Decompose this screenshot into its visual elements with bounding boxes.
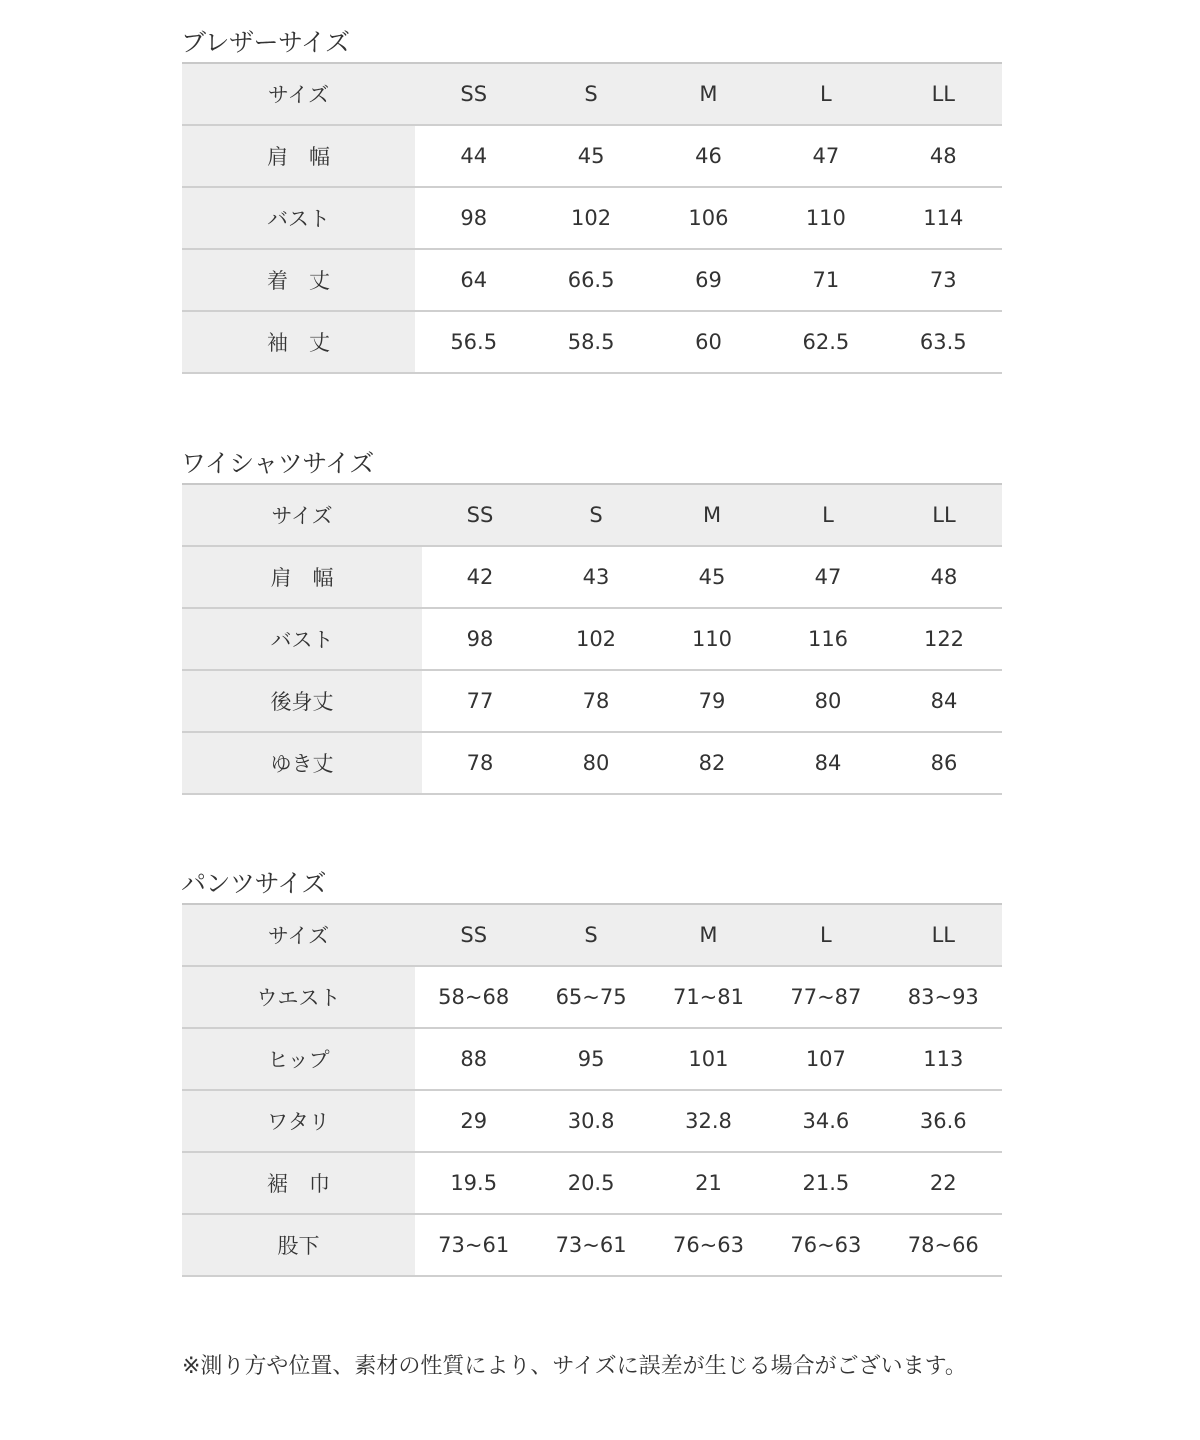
table-row [182,608,1002,670]
table-cell: 79 [654,670,770,732]
row-label: バスト [182,187,415,249]
size-header-m: M [654,484,770,546]
table-cell: 113 [885,1028,1002,1090]
blazer-size-table [182,62,1002,374]
table-cell: 43 [538,546,654,608]
table-cell: 78 [422,732,538,794]
table-cell: 46 [650,125,767,187]
table-cell: 84 [886,670,1002,732]
size-header-m: M [650,904,767,966]
size-header-label: サイズ [182,904,415,966]
table-cell: 73 [885,249,1002,311]
table-cell: 122 [886,608,1002,670]
table-cell: 42 [422,546,538,608]
table-cell: 84 [770,732,886,794]
table-cell: 98 [422,608,538,670]
table-row [182,125,1002,187]
table-header-row [182,904,1002,966]
pants-size-table [182,903,1002,1277]
row-label: 肩 幅 [182,125,415,187]
pants-size-section [182,869,1002,1277]
table-cell: 69 [650,249,767,311]
table-cell: 80 [770,670,886,732]
table-row [182,670,1002,732]
table-cell: 114 [885,187,1002,249]
row-label: 肩 幅 [182,546,422,608]
pants-size-title: パンツサイズ [181,869,327,898]
table-cell: 98 [415,187,532,249]
table-row [182,1090,1002,1152]
table-header-row [182,484,1002,546]
shirt-size-section [182,449,1002,795]
size-header-label: サイズ [182,484,422,546]
table-cell: 30.8 [532,1090,649,1152]
table-cell: 65~75 [532,966,649,1028]
table-row [182,966,1002,1028]
table-cell: 116 [770,608,886,670]
table-cell: 64 [415,249,532,311]
table-row [182,732,1002,794]
table-cell: 45 [654,546,770,608]
row-label: 袖 丈 [182,311,415,373]
blazer-size-section [182,28,1002,374]
table-row [182,1028,1002,1090]
table-cell: 82 [654,732,770,794]
table-cell: 63.5 [885,311,1002,373]
table-cell: 20.5 [532,1152,649,1214]
shirt-size-table [182,483,1002,795]
table-cell: 83~93 [885,966,1002,1028]
table-cell: 45 [532,125,649,187]
table-cell: 60 [650,311,767,373]
table-row [182,187,1002,249]
size-header-ll: LL [886,484,1002,546]
table-cell: 102 [532,187,649,249]
row-label: 後身丈 [182,670,422,732]
table-row [182,311,1002,373]
table-cell: 77~87 [767,966,884,1028]
table-cell: 88 [415,1028,532,1090]
table-cell: 76~63 [767,1214,884,1276]
table-header-row [182,63,1002,125]
table-cell: 34.6 [767,1090,884,1152]
shirt-size-title: ワイシャツサイズ [181,449,374,478]
size-header-s: S [532,904,649,966]
table-cell: 48 [886,546,1002,608]
size-header-s: S [532,63,649,125]
table-cell: 19.5 [415,1152,532,1214]
table-cell: 78 [538,670,654,732]
table-cell: 21 [650,1152,767,1214]
table-cell: 106 [650,187,767,249]
table-cell: 77 [422,670,538,732]
row-label: ウエスト [182,966,415,1028]
table-cell: 66.5 [532,249,649,311]
table-cell: 71~81 [650,966,767,1028]
row-label: 着 丈 [182,249,415,311]
table-cell: 48 [885,125,1002,187]
table-cell: 29 [415,1090,532,1152]
size-header-l: L [767,904,884,966]
table-cell: 21.5 [767,1152,884,1214]
row-label: ヒップ [182,1028,415,1090]
table-cell: 62.5 [767,311,884,373]
table-cell: 86 [886,732,1002,794]
row-label: 股下 [182,1214,415,1276]
table-cell: 73~61 [415,1214,532,1276]
size-header-ss: SS [415,63,532,125]
table-cell: 102 [538,608,654,670]
table-row [182,546,1002,608]
table-cell: 32.8 [650,1090,767,1152]
table-row [182,1152,1002,1214]
table-cell: 101 [650,1028,767,1090]
table-cell: 80 [538,732,654,794]
row-label: 裾 巾 [182,1152,415,1214]
table-cell: 71 [767,249,884,311]
row-label: バスト [182,608,422,670]
table-cell: 47 [770,546,886,608]
size-header-ll: LL [885,63,1002,125]
size-header-ll: LL [885,904,1002,966]
table-cell: 78~66 [885,1214,1002,1276]
size-header-ss: SS [415,904,532,966]
table-cell: 47 [767,125,884,187]
table-cell: 73~61 [532,1214,649,1276]
table-cell: 110 [654,608,770,670]
table-cell: 95 [532,1028,649,1090]
table-cell: 58.5 [532,311,649,373]
size-header-l: L [770,484,886,546]
table-cell: 76~63 [650,1214,767,1276]
size-header-label: サイズ [182,63,415,125]
table-row [182,249,1002,311]
table-cell: 36.6 [885,1090,1002,1152]
table-row [182,1214,1002,1276]
blazer-size-title: ブレザーサイズ [181,28,350,57]
size-header-ss: SS [422,484,538,546]
table-cell: 56.5 [415,311,532,373]
size-header-l: L [767,63,884,125]
row-label: ワタリ [182,1090,415,1152]
table-cell: 44 [415,125,532,187]
table-cell: 58~68 [415,966,532,1028]
table-cell: 107 [767,1028,884,1090]
table-cell: 110 [767,187,884,249]
size-header-s: S [538,484,654,546]
size-header-m: M [650,63,767,125]
table-cell: 22 [885,1152,1002,1214]
measurement-note: ※測り方や位置、素材の性質により、サイズに誤差が生じる場合がございます。 [182,1354,967,1379]
row-label: ゆき丈 [182,732,422,794]
